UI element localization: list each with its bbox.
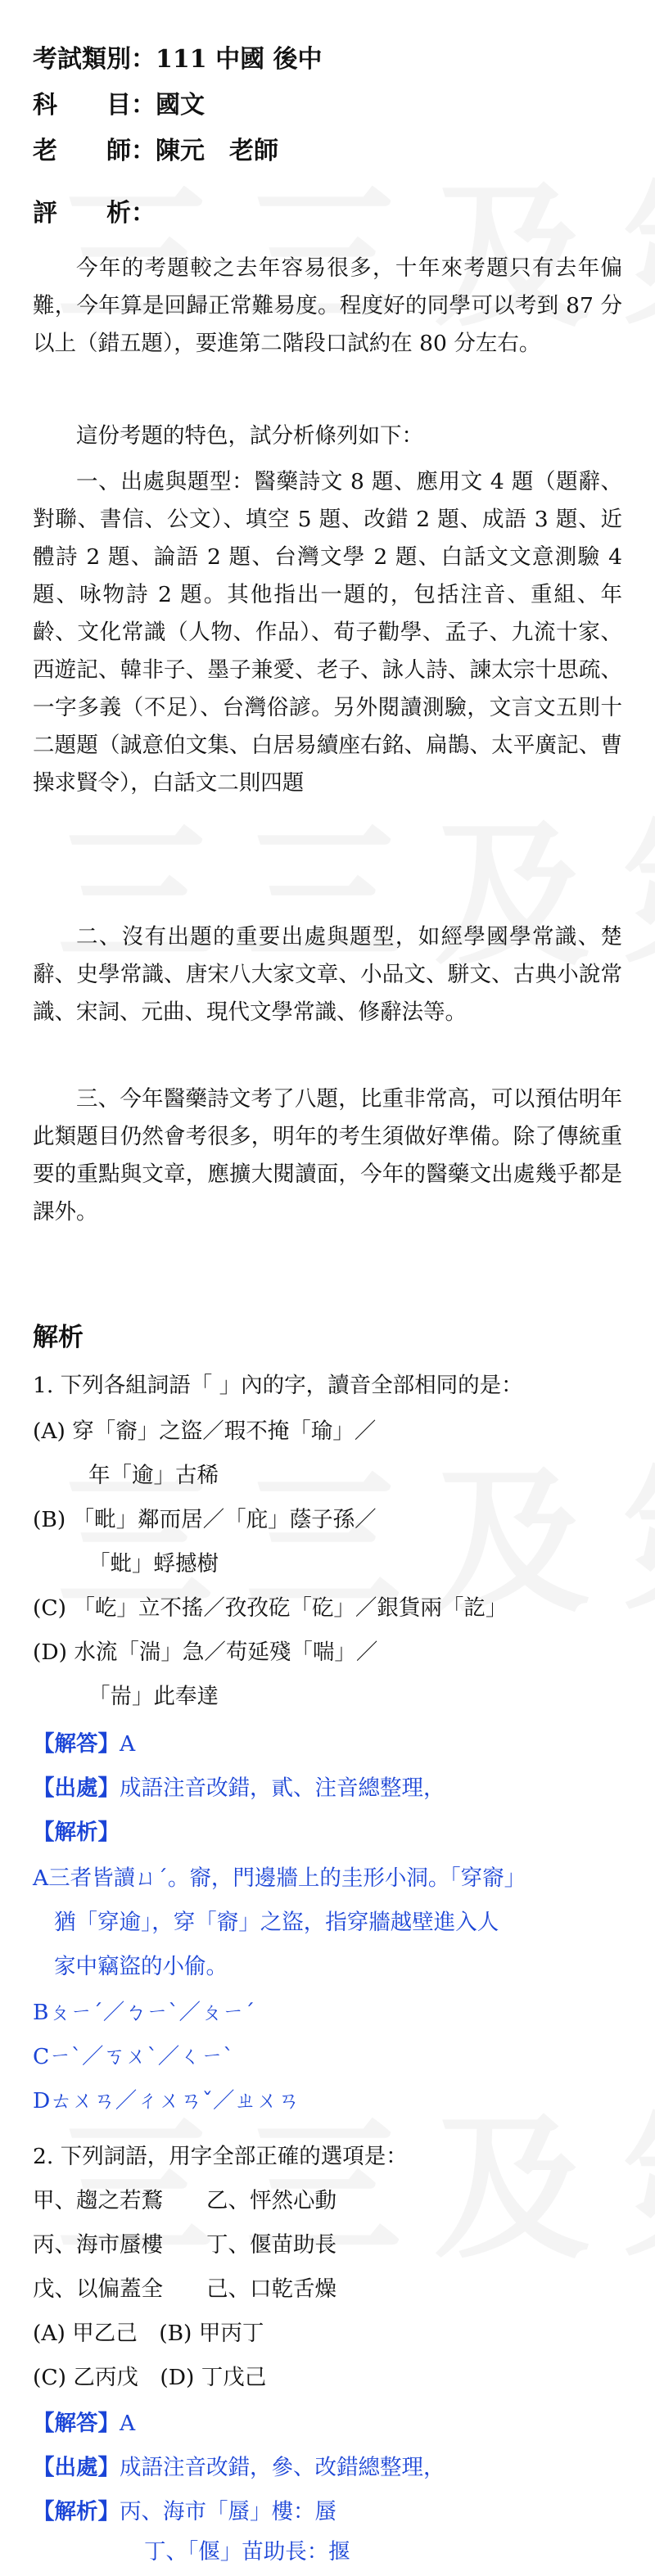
question-1-option-b-cont: 「蚍」蜉撼樹 bbox=[88, 1551, 219, 1577]
question-1-option-d-cont: 「耑」此奉達 bbox=[88, 1684, 219, 1709]
question-2-explanation bbox=[33, 2493, 337, 2531]
question-2-row: 甲、趨之若鶩 乙、怦然心動 bbox=[33, 2188, 337, 2213]
source-text: 成語注音改錯，參、改錯總整理， bbox=[120, 2455, 445, 2480]
header-label: 科 目： bbox=[33, 91, 156, 120]
analysis-paragraph: 二、沒有出題的重要出處與題型，如經學國學常識、楚辭、史學常識、唐宋八大家文章、小品文、駢文、古典小說常識、宋詞、元曲、現代文學常識、修辭法等。 bbox=[33, 924, 622, 1025]
question-1-explanation: Cㄧˋ／ㄎㄨˋ／ㄑㄧˋ bbox=[33, 2044, 234, 2069]
question-1-option-a-cont: 年「逾」古稀 bbox=[88, 1463, 219, 1488]
analysis-paragraph: 三、今年醫藥詩文考了八題，比重非常高，可以預估明年此類題目仍然會考很多，明年的考生須做好準備。除了傳統重要的重點與文章，應擴大閱讀面，今年的醫藥文出處幾乎都是課外。 bbox=[33, 1086, 622, 1225]
question-2-row: 丙、海市蜃樓 丁、偃苗助長 bbox=[33, 2232, 337, 2258]
header-label: 評 析： bbox=[33, 199, 156, 228]
question-1-answer bbox=[33, 1726, 135, 1763]
question-2-answer bbox=[33, 2405, 135, 2443]
question-1-explanation: Dㄊㄨㄢ／ㄔㄨㄢˇ／ㄓㄨㄢ bbox=[33, 2088, 300, 2114]
question-1-explanation: 家中竊盜的小偷。 bbox=[54, 1954, 228, 1979]
question-2-source bbox=[33, 2449, 445, 2487]
header-value: 陳元 老師 bbox=[156, 137, 278, 165]
header-row-subject bbox=[33, 88, 205, 123]
answer-value: A bbox=[120, 2411, 136, 2436]
question-1-explain-tag: 【解析】 bbox=[33, 1820, 120, 1845]
header-label: 考試類別： bbox=[33, 45, 156, 74]
question-1-option-b: (B) 「毗」鄰而居／「庇」蔭子孫／ bbox=[33, 1507, 377, 1532]
header-value: 國文 bbox=[156, 91, 205, 120]
analysis-paragraph: 一、出處與題型：醫藥詩文 8 題、應用文 4 題（題辭、對聯、書信、公文）、填空 5 題、改錯 2 題、成語 3 題、近體詩 2 題、論語 2 題、台灣文學 2 題、白話文文意測驗 4 題、咏物詩 2 題。其他指出一題的，包括注音、重組、年齡、文化常識（人物、作品）、荀子勸學、孟子、九流十家、西遊記、韓非子、墨子兼愛、老子、詠人詩、諫太宗十思疏、一字多義（不足）、台灣俗諺。另外閱讀測驗，文言文五則十二題題（誠意伯文集、白居易續座右銘、扁鵲、太平廣記、曹操求賢令），白話文二則四題 bbox=[33, 469, 622, 796]
question-1-option-a: (A) 穿「窬」之盜／瑕不掩「瑜」／ bbox=[33, 1419, 377, 1444]
source-text: 成語注音改錯，貳、注音總整理， bbox=[120, 1775, 445, 1801]
answer-value: A bbox=[120, 1731, 136, 1757]
question-1-option-c: (C) 「屹」立不搖／孜孜矻「矻」／銀貨兩「訖」 bbox=[33, 1595, 508, 1621]
question-1-explanation: Bㄆㄧˊ／ㄅㄧˋ／ㄆㄧˊ bbox=[33, 2000, 255, 2025]
header-row-teacher bbox=[33, 134, 278, 169]
question-1-explanation: A三者皆讀ㄩˊ。窬，門邊牆上的圭形小洞。「穿窬」 bbox=[33, 1865, 526, 1891]
source-tag: 【出處】 bbox=[33, 2455, 120, 2480]
question-1-explanation: 猶「穿逾」，穿「窬」之盜，指穿牆越壁進入人 bbox=[54, 1910, 499, 1935]
header-row-analysis bbox=[33, 196, 156, 231]
explain-tag: 【解析】 bbox=[33, 2499, 120, 2524]
question-2-options: (A) 甲乙己 (B) 甲丙丁 bbox=[33, 2321, 264, 2346]
source-tag: 【出處】 bbox=[33, 1775, 120, 1801]
explanation-text: 丙、海市「蜃」樓：蜃 bbox=[120, 2499, 337, 2524]
header-row-exam-type bbox=[33, 43, 323, 77]
answer-tag: 【解答】 bbox=[33, 1731, 120, 1757]
analysis-paragraph: 這份考題的特色，試分析條列如下： bbox=[76, 423, 423, 449]
analysis-paragraph: 今年的考題較之去年容易很多，十年來考題只有去年偏難，今年算是回歸正常難易度。程度好的同學可以考到 87 分以上（錯五題），要進第二階段口試約在 80 分左右。 bbox=[33, 255, 622, 356]
header-value: 111 中國 後中 bbox=[156, 45, 323, 74]
question-2-explanation: 丁、「偃」苗助長：揠 bbox=[144, 2539, 350, 2565]
section-title: 解析 bbox=[33, 1323, 84, 1352]
question-1-option-d: (D) 水流「湍」急／苟延殘「喘」／ bbox=[33, 1640, 378, 1665]
question-1-source bbox=[33, 1770, 445, 1807]
question-2-row: 戊、以偏蓋全 己、口乾舌燥 bbox=[33, 2276, 337, 2302]
question-1-stem: 1. 下列各組詞語「 」內的字，讀音全部相同的是： bbox=[33, 1373, 523, 1398]
question-2-options: (C) 乙丙戊 (D) 丁戊己 bbox=[33, 2365, 267, 2390]
header-label: 老 師： bbox=[33, 137, 156, 165]
question-2-stem: 2. 下列詞語，用字全部正確的選項是： bbox=[33, 2144, 408, 2169]
answer-tag: 【解答】 bbox=[33, 2411, 120, 2436]
